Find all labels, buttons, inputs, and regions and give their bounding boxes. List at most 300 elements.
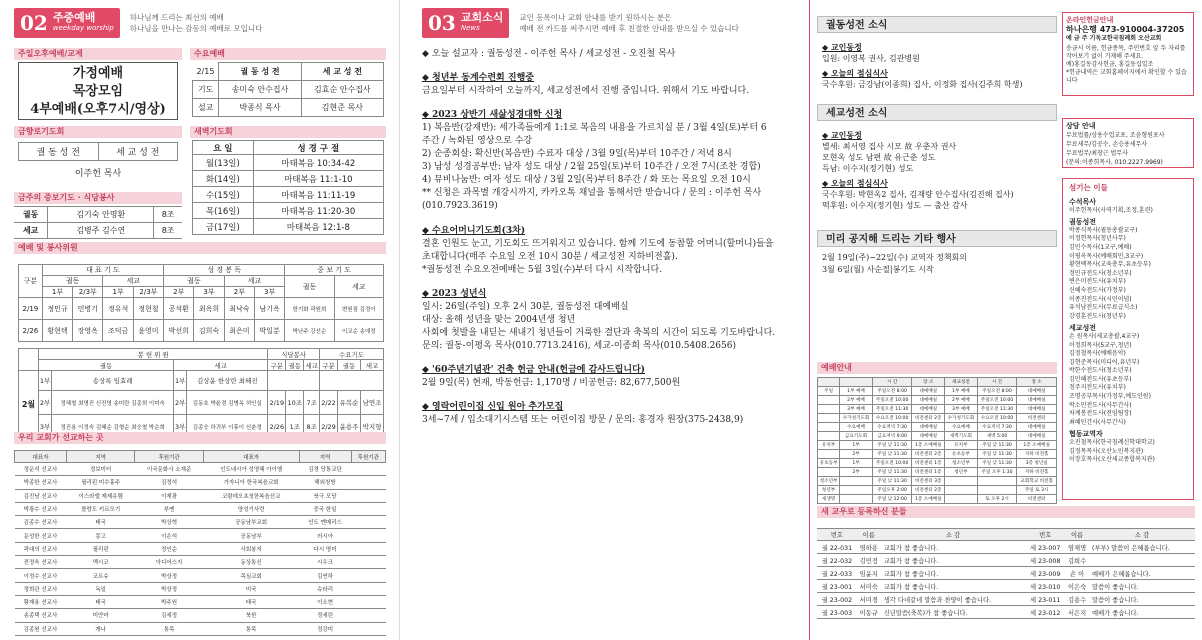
gwol-news-title: 궐동성전 소식 [817,16,1057,33]
staff-member: 김민혜전도사(유초등부) [1069,375,1132,383]
worship-cell: 비전센터 2층 [912,414,945,423]
mission-head: 지역 [299,451,351,463]
worship-cell: 수요오전 10:00 [977,414,1017,423]
mission-cell [351,542,385,555]
table-row [15,609,386,622]
register-cell: 말씀이 좋습니다. [1089,580,1195,593]
mission-cell: 박상혁 [135,516,203,529]
table-row [15,463,386,476]
staff-member: 최혜인간사(사무간사) [1069,418,1126,426]
duty-subhead: 1부 [103,287,133,298]
staff-member: 변은미전도사(유치부) [1069,278,1126,286]
mission-cell: 몰랑도 키르모기 [66,502,134,515]
worship-cell: 주일오전 10:00 [872,459,912,468]
dawn-day: 화(14일) [193,171,254,187]
register-cell: 염하용 [857,541,881,554]
worship-cell: 청년부 [945,468,978,477]
worship-cell: 2부 예배 [840,396,873,405]
mission-cell: 북극 모당 [299,489,351,502]
worship-cell: 유초등부 [818,459,840,468]
wed-cell: 김효순 안수집사 [301,81,383,99]
serve-head: 세교 [360,360,383,371]
worship-cell: 수요예배 [840,423,873,432]
worship-cell: 주일 토 3시 [1017,486,1057,495]
news-line: 득남: 이수지(정기현) 성도 [822,164,914,173]
worship-cell: 대예배실 [912,387,945,396]
worship-cell: 주일 낮 11:30 [872,450,912,459]
worship-cell: 유초등부 [945,450,978,459]
duty-head: 세교 [103,276,164,287]
bank-account: 하나은행 473-910004-37205 [1066,25,1185,34]
serve-month: 2월 [19,371,39,439]
serve-cell: 2부 [39,391,52,415]
notice-item: 2월 19일(주)~22일(수) 교역자 정책회의 [822,253,968,262]
staff-member: 정민규전도사(청소년부) [1069,269,1132,277]
worship-head: 장 소 [1017,378,1057,387]
mission-cell: 김종수 선교사 [15,516,67,529]
worship-cell [977,477,1017,486]
counsel-line: 무료법률/상용수업교포, 조윤형원포사 [1066,132,1165,139]
worship-cell: 주일 낮 12:00 [872,495,912,504]
worship-cell: 비전센터 1층 [912,468,945,477]
register-cell: 김희수 [1065,554,1089,567]
news-line: 3세~7세 / 입소대기시스템 또는 어린이집 방문 / 문의: 홍경자 원장(375-2438,9) [422,415,744,425]
news-title: ◆ 청년부 동계수련회 진행중 [422,73,534,83]
mission-cell: 태국 [66,595,134,608]
worship-cell: 새벽 5:00 [977,432,1017,441]
duty-subhead: 1부 [42,287,72,298]
mission-cell: 러시아 [299,529,351,542]
worship-cell: 수가성기도회 [840,414,873,423]
online-note: 작어보기 없이 기재해 주세요. [1066,53,1144,60]
mission-cell: 황재용 선교사 [15,595,67,608]
worship-cell: 비전센터 [1017,495,1057,504]
worship-cell: 유치부 [945,441,978,450]
mission-cell: 아디어스지 [135,556,203,569]
staff-section: 협동교역자 [1069,430,1103,439]
duty-head: 대 표 기 도 [42,265,163,276]
mission-cell: 해외청방 [299,476,351,489]
duty-cell: 박난주 강선순 [285,320,334,342]
mission-cell: 슈라리 [299,582,351,595]
header-sub1: 하나님께 드리는 최선의 예배 [129,13,224,22]
worship-cell: 수요오전 10:00 [872,414,912,423]
table-row [15,502,386,515]
duty-head: 세교 [224,276,285,287]
mission-cell: 이정수 선교사 [15,569,67,582]
worship-cell: 주일 오후 1:30 [977,468,1017,477]
worship-cell: 1부 [840,441,873,450]
worship-cell: 주일 [818,387,840,396]
mission-cell: 정보미터 [66,463,134,476]
table-row [817,593,1195,606]
mission-cell: 태국 [66,516,134,529]
news-line: 대상: 올해 성년을 맞는 2004년생 청년 [422,315,576,325]
worship-cell: 주일 낮 11:30 [872,468,912,477]
staff-member: 유석남전도사(무료급식소) [1069,304,1138,312]
duty-subhead: 2부 [224,287,254,298]
wed-title: 수요예배 [190,48,386,60]
serve-cell: 김동호 박윤경 김병옥 허인실 [187,391,268,415]
worship-cell: 비전센터 1층 [912,459,945,468]
mission-cell: 박주원 [135,595,203,608]
mission-cell: 독일 [66,582,134,595]
mission-cell [351,595,385,608]
staff-member: 손 원목사(세교총괄,4교구) [1069,332,1140,340]
mission-cell [351,516,385,529]
duty-cell: 황현택 [42,320,72,342]
news-line: ** 신청은 과목별 개강시까지, 카카오톡 채널을 통해서만 받습니다 / 문의 : 이주헌 목사 [422,188,762,198]
table-row [817,606,1195,619]
worship-cell: 주일오후 2:00 [872,486,912,495]
worship-head: 세교성전 [945,378,978,387]
inter-cell: 궐동 [14,207,48,223]
section-eng: weekday worship [52,24,114,32]
staff-member: 김정목목사(오산노인복지관) [1069,447,1144,455]
worship-cell [840,486,873,495]
table-row [15,622,386,635]
worship-cell: 주일 낮 11:30 [977,441,1017,450]
worship-cell: 교회학교 비전홀 [1017,477,1057,486]
mission-cell: 양성기사련 [203,502,299,515]
duty-cell: 정민규 [42,298,72,320]
register-cell: 김민정 [857,554,881,567]
mission-cell [351,502,385,515]
news-line: 4) 뮤비나눔반: 여자 성도 대상 / 3월 2일(목)부터 8주간 / 화 또는 목요일 오전 10시 [422,175,751,185]
mission-cell [351,476,385,489]
duty-subhead: 3부 [194,287,224,298]
right-header [422,8,739,38]
mission-cell: 송종택 선교사 [15,609,67,622]
worship-cell: 주일 낮 11:30 [872,477,912,486]
mission-head: 대표자 [203,451,299,463]
wed-col: 궐 동 성 전 [219,63,301,81]
news-line: 2) 순종회살: 확신반(복음반) 수료자 대상 / 3월 9일(목)부터 10주간 / 저녁 8시 [422,149,732,159]
inter-cell: 김병주 김수연 [48,223,154,239]
wed-cell: 기도 [193,81,219,99]
duty-cell: 2/26 [19,320,43,342]
register-cell: 이동규 [857,606,881,619]
dawn-title: 새벽기도회 [190,126,386,138]
mission-cell: 시우크 [299,556,351,569]
worship-cell: 비전센터 [1017,414,1057,423]
worship-cell: 대예배실 [912,396,945,405]
duty-cell: 이교순 송애정 [334,320,383,342]
service-title: 예배 및 봉사위원 [14,242,386,254]
duty-head: 성 경 봉 독 [164,265,285,276]
worship-cell: 새벽기도회 [945,432,978,441]
worship-cell [818,396,840,405]
sunday-box [18,62,178,120]
mission-cell: 태국 [203,595,299,608]
mission-table [14,450,386,636]
register-table [817,528,1195,619]
mission-cell [351,489,385,502]
worship-cell: 주일오전 8:00 [872,387,912,396]
worship-cell: 대예배실 [1017,405,1057,414]
mission-cell: 정인순 [135,542,203,555]
dawn-verse: 마태복음 10:34-42 [253,155,383,171]
counsel-line: (문의:이종희목사, 010.2227.9969) [1066,159,1163,166]
staff-member: 차계봉전도사(전임팀장) [1069,410,1132,418]
staff-member: 신혜숙전도사(가정부) [1069,286,1126,294]
worship-cell: 대예배실 [1017,432,1057,441]
meal-cell: 8조 [304,415,320,439]
dawn-verse: 마태복음 11:20-30 [253,203,383,219]
duty-head: 궐동 [164,276,225,287]
dawn-verse: 마태복음 12:1-8 [253,219,383,235]
staff-member: 이주헌목사(사역기획,조정,훈련) [1069,206,1153,214]
serve-cell: 2부 [174,391,187,415]
worship-cell: 유치부 [818,441,840,450]
worship-cell [945,486,978,495]
worship-cell: 대예배실 [1017,387,1057,396]
wed-table [192,62,384,117]
mission-cell: 공동남부교회 [203,516,299,529]
worship-cell: 대예배실 [912,432,945,441]
table-row [817,580,1195,593]
serve-head: 세교 [305,361,318,370]
serve-cell [268,371,320,391]
worship-cell: 수요저녁 7:30 [977,423,1017,432]
register-cell [1089,554,1195,567]
worship-cell: 주일 낮 11:30 [872,441,912,450]
table-row [15,595,386,608]
duty-cell: 조덕금 [103,320,133,342]
meal-cell: 1조 [286,415,304,439]
worship-cell: 주일 낮 11:30 [977,450,1017,459]
register-cell: (부부) 말씀이 은혜롭습니다. [1089,541,1195,554]
dawn-day: 목(16일) [193,203,254,219]
table-row [15,476,386,489]
mission-cell: 목심교회 [203,569,299,582]
mission-cell: 인도네시아 성영혜 아이엠 [203,463,299,476]
news-title: ◆ 교인동정 [822,130,862,140]
register-cell: 궐 22-033 [817,567,857,580]
register-cell: 말씀이 좋습니다. [1089,593,1195,606]
worship-cell: 토 오후 2시 [977,495,1017,504]
staff-member: 오진철목사(한국침례신학대학교) [1069,439,1155,447]
register-head: 번호 [1025,529,1065,541]
wedpray-cell: 2/29 [319,415,337,439]
mission-cell [351,556,385,569]
worship-head: 시 간 [977,378,1017,387]
intercession-title: 금주의 중보기도 · 식당봉사 [14,192,182,204]
worship-cell: 2부 [840,468,873,477]
notice-list [822,252,1058,276]
worship-cell [840,495,873,504]
worship-cell [818,405,840,414]
worship-cell: 3층 청년실 [1017,459,1057,468]
table-row [817,567,1195,580]
staff-member: 이장호목사(오산세교종합복지관) [1069,456,1155,464]
register-cell: 예배가 좋습니다. [1089,606,1195,619]
mission-cell [351,529,385,542]
staff-section: 수석목사 [1069,198,1097,206]
duty-cell: 변원점 김정이 [334,298,383,320]
news-line: 결혼 인원도 눈고, 기도회도 뜨거워지고 있습니다. 함께 기도에 동참할 어머니(할머니)들을 [422,239,774,249]
register-cell: 이은숙 [1065,580,1089,593]
mission-cell: 이재광 [135,489,203,502]
worship-cell [840,477,873,486]
segyo-news [822,126,1058,211]
mission-cell: 정세린 [299,609,351,622]
mission-head: 후원기관 [351,451,385,463]
duty-cell: 최은미 [224,320,254,342]
dawn-day: 금(17일) [193,219,254,235]
worship-title: 예배안내 [817,362,1057,374]
staff-title: 섬기는 이들 [1069,183,1108,192]
counsel-box [1062,118,1194,168]
worship-head [840,378,873,387]
staff-box [1062,178,1194,500]
news-line: 금요일부터 시작하여 오늘까지, 세교성전에서 진행 중입니다. 위해서 기도 바랍니다. [422,86,750,96]
news-line: *궐동성전 수요오전예배는 5월 3일(수)부터 다시 시작합니다. [422,265,663,275]
table-row [15,489,386,502]
mission-cell: 코르슈 [66,569,134,582]
news-line: 문의: 궐동-이평옥 목사(010.7713.2416), 세교-이종희 목사(010.5408.2656) [422,341,736,351]
mission-cell: 이소현 [299,595,351,608]
right-header-box [422,8,509,38]
left-header-box [14,8,120,38]
register-cell: 세 23-008 [1025,554,1065,567]
staff-member: 이종진전도사(시민이념) [1069,295,1132,303]
inter-cell: 8조 [154,207,182,223]
mission-cell: 이스라엘 제제유램 [66,489,134,502]
mission-cell: 김세정 [135,609,203,622]
serve-cell: 3부 [39,415,52,439]
dawn-verse: 마태복음 11:11-19 [253,187,383,203]
serve-cell: 김종승 하귀부 이휴이 신춘정 [187,415,268,439]
dawn-head: 요 일 [193,141,254,155]
news-line: 떡후원: 이수지(정기현) 성도 — 출산 감사 [822,201,968,210]
wed-col: 세 교 성 전 [301,63,383,81]
serve-head: 식당봉사 [268,349,320,360]
staff-member: 정주지전도사(유치부) [1069,384,1126,392]
duty-cell: 김희숙 [194,320,224,342]
online-offering-box [1062,12,1194,96]
inter-cell: 세교 [14,223,48,239]
news-line: 입원: 이영복 권사, 김관병원 [822,54,920,63]
section-title: 교회소식 [460,11,504,24]
news-line: 3) 남성 성경공부반: 남자 성도 대상 / 2월 25일(토)부터 10주간 / 오전 7시(조찬 경합) [422,162,761,172]
duty-cell: 박선희 [164,320,194,342]
worship-cell: 주일오전 11:30 [872,405,912,414]
online-note: 송금시 이름, 헌금종목, 주민번호 앞 두 자리를 [1066,45,1186,52]
worship-cell: 비전센터 2층 [912,450,945,459]
duty-table [18,264,384,342]
worship-cell: 2부 예배 [945,396,978,405]
register-cell: 교회가 참 좋습니다. [881,567,1026,580]
worship-cell: 주일 낮 11:30 [977,459,1017,468]
register-cell: 궐 22-031 [817,541,857,554]
staff-member: 이정희목사(5교구,청년) [1069,341,1132,349]
worship-cell: 수요예배 [945,423,978,432]
register-head: 이름 [1065,529,1089,541]
wedpray-cell: 윤용주 [338,415,361,439]
mission-cell: 미얀마 [66,609,134,622]
worship-cell [945,477,978,486]
worship-cell: 주일오전 8:00 [977,387,1017,396]
news-title: ◆ 2023 상반기 새삶성경대학 신청 [422,110,563,120]
serve-cell: 송상록 임효례 [52,371,174,391]
inter-cell: 김기숙 안명환 [48,207,154,223]
sunday-line3: 4부예배(오후7시/영상) [30,102,166,117]
meal-cell: 10조 [286,391,304,415]
register-cell: 세 23-010 [1025,580,1065,593]
worship-cell: 청소년부 [818,477,840,486]
duty-cell: 최낙숙 [224,298,254,320]
register-cell: 궐 22-032 [817,554,857,567]
register-cell: 교회가 참 좋습니다. [881,554,1026,567]
worship-cell: 2부 [840,450,873,459]
news-line: 별세: 최서영 집사 시모 故 우춘자 권사 [822,142,957,151]
worship-cell: 1층 소예배실 [912,495,945,504]
news-title: ◆ '60주년기념관' 건축 헌금 안내(헌금에 감사드립니다) [422,365,646,375]
worship-cell: 주일오전 10:00 [977,396,1017,405]
register-head: 소 감 [881,529,1026,541]
duty-cell: 2/19 [19,298,43,320]
mission-cell: 부멘 [135,502,203,515]
meal-cell: 7조 [304,391,320,415]
news-line: 1) 복음반(강재반): 세가족들에게 1:1로 복음의 내용을 가르치실 분 / 3월 4일(토)부터 6 [422,123,767,133]
serve-cell [319,371,383,391]
online-note: 예)홍길동감사헌금, 홍길동십일조 [1066,61,1154,68]
duty-cell: 한기화 곽원희 [285,298,334,320]
mission-cell: 가자니아 한국복음교회 [203,476,299,489]
mission-cell: 몽고 [66,529,134,542]
wed-cell: 김현준 목사 [301,99,383,117]
staff-section: 세교성전 [1069,324,1097,333]
duty-head: 궐동 [42,276,103,287]
mission-cell: 통목 [203,622,299,635]
register-cell: 김용수 [1065,593,1089,606]
worship-head [818,378,840,387]
section-title: 주중예배 [52,11,96,24]
mission-cell: 필리핀 [66,542,134,555]
mission-cell: 멕시코 [66,556,134,569]
mission-cell: 박광수 선교사 [15,502,67,515]
column-rule [809,0,810,640]
serve-head: 궐동 [286,360,304,371]
duty-head: 궐동 [285,276,334,298]
serve-corner [19,349,39,371]
worship-cell: 수요저녁 7:30 [872,423,912,432]
staff-member: 황현택목사(교육총무,유초등부) [1069,261,1151,269]
staff-member: 김현준목사(미디어,유년부) [1069,358,1140,366]
mission-cell: 김정석 [135,476,203,489]
worship-cell: 금요기도회 [840,432,873,441]
register-cell: 서미숙 [857,580,881,593]
friday-preacher: 이주헌 목사 [74,169,122,179]
staff-member: 김민수목사(1교구,예배) [1069,243,1132,251]
worship-cell: 청소년부 [945,459,978,468]
news-title: ◆ 교인동정 [822,42,862,52]
serve-head: 구분 [319,360,337,371]
mission-cell: 이국문화사 소재준 [135,463,203,476]
wed-cell: 설교 [193,99,219,117]
dawn-day: 월(13일) [193,155,254,171]
mission-cell [351,582,385,595]
news-line: 초대합니다(매주 수요일 오전 10시 30분 / 세교성전 지하비전홀). [422,252,678,262]
dawn-day: 수(15일) [193,187,254,203]
staff-member: 이정헌목사(청년사무) [1069,235,1126,243]
news-line: 국수후원: 박현옥2 집사, 김재량 안수집사(김진해 집사) [822,190,1014,199]
worship-cell: 금요저녁 9:00 [872,432,912,441]
mission-cell: 김경 당통교단 [299,463,351,476]
wedpray-cell: 2/22 [319,391,337,415]
mission-head: 대표자 [15,451,67,463]
